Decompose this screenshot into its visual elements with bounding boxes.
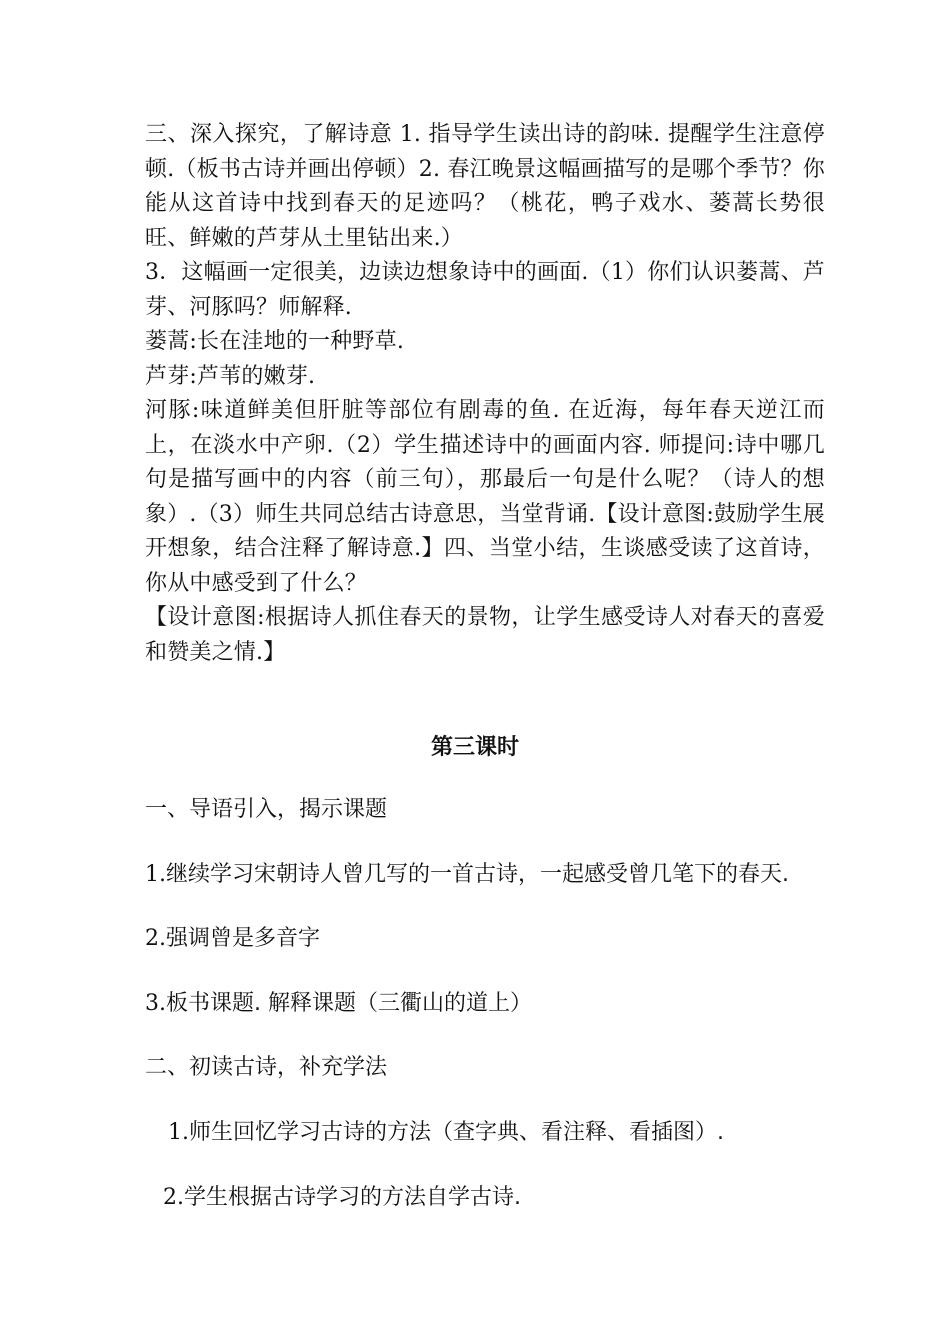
paragraph-explore: 三、深入探究，了解诗意 1. 指导学生读出诗的韵味. 提醒学生注意停顿.（板书古诗并画出停顿）2. 春江晚景这幅画描写的是哪个季节？你能从这首诗中找到春天的足迹吗？（桃花，鸭子戏水、蒌蒿长势很旺、鲜嫩的芦芽从土里钻出来.）	[145, 122, 825, 251]
list-item-number: 2.	[145, 926, 166, 951]
list-item-3	[145, 986, 532, 1017]
paragraph-imagine: 3．这幅画一定很美，边读边想象诗中的画面.（1）你们认识蒌蒿、芦芽、河豚吗？师解释.	[145, 260, 825, 320]
list-item-text: 强调曾是多音字	[166, 926, 321, 951]
list-item-text: 学生根据古诗学习的方法自学古诗.	[184, 1185, 521, 1210]
list-item-2	[145, 921, 320, 952]
paragraph-louhao: 蒌蒿:长在洼地的一种野草.	[145, 329, 405, 354]
section-three-body	[145, 118, 825, 670]
paragraph-hetun: 河豚:味道鲜美但肝脏等部位有剧毒的鱼. 在近海，每年春天逆江而上，在淡水中产卵.（2）学生描述诗中的画面内容. 师提问:诗中哪几句是描写画中的内容（前三句），那最后一句是什么呢？（诗人的想象）.（3）师生共同总结古诗意思，当堂背诵.【设计意图:鼓励学生展开想象，结合注释了解诗意.】四、当堂小结，生谈感受读了这首诗，你从中感受到了什么？	[145, 398, 825, 596]
list-item-number: 1.	[145, 862, 166, 887]
list-item-text: 板书课题. 解释课题（三衢山的道上）	[166, 991, 532, 1016]
list-item-1	[145, 857, 789, 888]
list-item-4	[168, 1115, 724, 1146]
heading-introduction: 一、导语引入，揭示课题	[145, 797, 388, 822]
list-item-text: 师生回忆学习古诗的方法（查字典、看注释、看插图）.	[189, 1120, 724, 1145]
list-item-number: 2.	[163, 1185, 184, 1210]
list-item-number: 1.	[168, 1120, 189, 1145]
list-item-5	[163, 1180, 521, 1211]
paragraph-design-intent: 【设计意图:根据诗人抓住春天的景物，让学生感受诗人对春天的喜爱和赞美之情.】	[145, 605, 825, 665]
lesson-three-title: 第三课时	[430, 735, 519, 760]
list-item-number: 3.	[145, 991, 166, 1016]
paragraph-luya: 芦芽:芦苇的嫩芽.	[145, 363, 316, 389]
list-item-text: 继续学习宋朝诗人曾几写的一首古诗，一起感受曾几笔下的春天.	[166, 862, 789, 887]
heading-first-reading: 二、初读古诗，补充学法	[145, 1055, 388, 1080]
